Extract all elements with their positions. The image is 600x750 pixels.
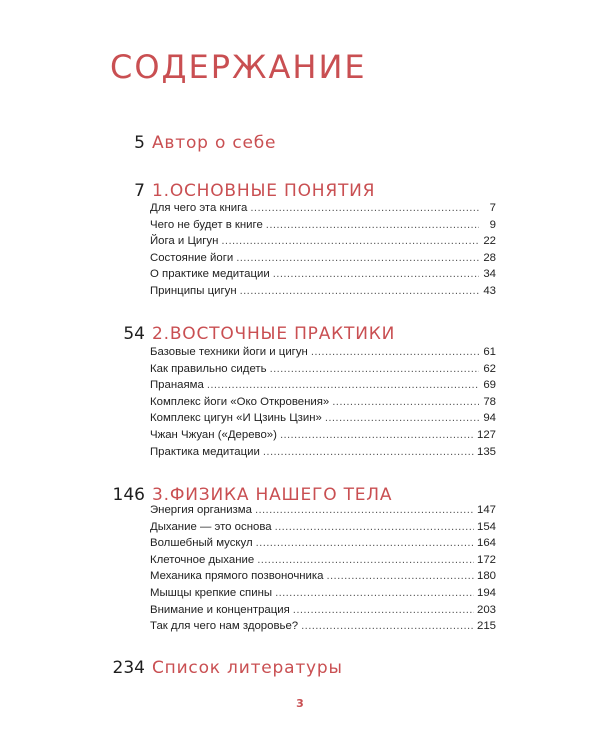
toc-entry[interactable] [150,266,496,283]
entry-page: 127 [476,428,496,441]
entry-title: Мышцы крепкие спины [150,586,273,599]
toc-entry[interactable] [150,394,496,411]
entry-page: 62 [483,362,496,375]
entry-title: Состояние йоги [150,251,234,264]
dot-leader [221,233,479,250]
toc-entry[interactable] [150,377,496,394]
toc-entry[interactable] [150,585,496,602]
entry-page: 215 [476,620,496,633]
toc-entry[interactable] [150,410,496,427]
entry-page: 172 [476,553,496,566]
dot-leader [301,618,474,635]
intro-page-number: 5 [134,133,145,153]
entry-title: О практике медитации [150,268,270,281]
entry-title: Пранаяма [150,379,204,392]
entry-page: 34 [483,268,496,281]
toc-entry[interactable] [150,568,496,585]
entry-title: Принципы цигун [150,284,237,297]
entry-page: 154 [476,520,496,533]
dot-leader [280,427,474,444]
entry-page: 180 [476,570,496,583]
toc-entry[interactable] [150,233,496,250]
entry-title: Практика медитации [150,445,260,458]
entry-title: Механика прямого позвоночника [150,570,324,583]
entry-page: 69 [483,379,496,392]
dot-leader [275,585,474,602]
page-title: СОДЕРЖАНИЕ [110,48,367,86]
toc-entry[interactable] [150,200,496,217]
entry-title: Чего не будет в книге [150,218,263,231]
dot-leader [311,344,479,361]
bibliography-page-number: 234 [112,658,145,678]
section-page-number: 146 [112,485,145,505]
toc-bibliography-row[interactable] [0,658,600,684]
toc-intro-row[interactable] [0,133,600,159]
entry-title: Для чего эта книга [150,202,248,214]
toc-entry[interactable] [150,535,496,552]
entry-page: 164 [476,537,496,550]
entry-page: 203 [476,603,496,616]
toc-entry[interactable] [150,602,496,619]
entry-title: Йога и Цигун [150,235,219,248]
toc-entry[interactable] [150,502,496,519]
entry-title: Как правильно сидеть [150,362,267,375]
dot-leader [236,250,479,267]
dot-leader [293,602,474,619]
entry-title: Комплекс йоги «Око Откровения» [150,395,330,408]
entry-title: Дыхание — это основа [150,520,272,533]
toc-section-3 [0,485,600,633]
toc-section-2 [0,324,600,458]
section-heading[interactable]: 1.ОСНОВНЫЕ ПОНЯТИЯ [152,181,376,201]
dot-leader [250,200,479,217]
entry-title: Так для чего нам здоровье? [150,620,299,633]
dot-leader [275,519,474,536]
dot-leader [256,535,474,552]
section-page-number: 54 [123,324,145,344]
section-entries [150,502,496,635]
page-folio-number: 3 [296,697,304,710]
section-entries [150,200,496,300]
entry-page: 22 [483,235,496,248]
entry-page: 9 [489,218,496,231]
toc-entry[interactable] [150,344,496,361]
dot-leader [207,377,479,394]
entry-page: 194 [476,586,496,599]
toc-section-1 [0,181,600,297]
dot-leader [266,217,479,234]
entry-page: 94 [483,412,496,425]
toc-entry[interactable] [150,361,496,378]
entry-page: 78 [483,395,496,408]
intro-heading[interactable]: Автор о себе [152,133,277,153]
toc-entry[interactable] [150,618,496,635]
section-heading[interactable]: 3.ФИЗИКА НАШЕГО ТЕЛА [152,485,393,505]
entry-page: 147 [476,504,496,516]
entry-title: Комплекс цигун «И Цзинь Цзин» [150,412,322,425]
dot-leader [332,394,479,411]
section-page-number: 7 [134,181,145,201]
dot-leader [257,552,474,569]
toc-entry[interactable] [150,552,496,569]
entry-page: 28 [483,251,496,264]
toc-entry[interactable] [150,283,496,300]
toc-entry[interactable] [150,217,496,234]
entry-title: Внимание и концентрация [150,603,290,616]
toc-entry[interactable] [150,519,496,536]
entry-page: 7 [489,202,496,214]
entry-title: Волшебный мускул [150,537,253,550]
dot-leader [270,361,479,378]
dot-leader [327,568,474,585]
dot-leader [255,502,474,519]
dot-leader [325,410,479,427]
entry-title: Энергия организма [150,504,252,516]
entry-title: Клеточное дыхание [150,553,255,566]
toc-entry[interactable] [150,427,496,444]
entry-page: 135 [476,445,496,458]
entry-title: Базовые техники йоги и цигун [150,346,308,358]
entry-title: Чжан Чжуан («Дерево») [150,428,277,441]
dot-leader [240,283,479,300]
bibliography-heading[interactable]: Список литературы [152,658,343,678]
entry-page: 43 [483,284,496,297]
section-heading[interactable]: 2.ВОСТОЧНЫЕ ПРАКТИКИ [152,324,396,344]
dot-leader [263,444,474,461]
section-entries [150,344,496,460]
toc-entry[interactable] [150,250,496,267]
toc-entry[interactable] [150,444,496,461]
entry-page: 61 [483,346,496,358]
dot-leader [273,266,479,283]
